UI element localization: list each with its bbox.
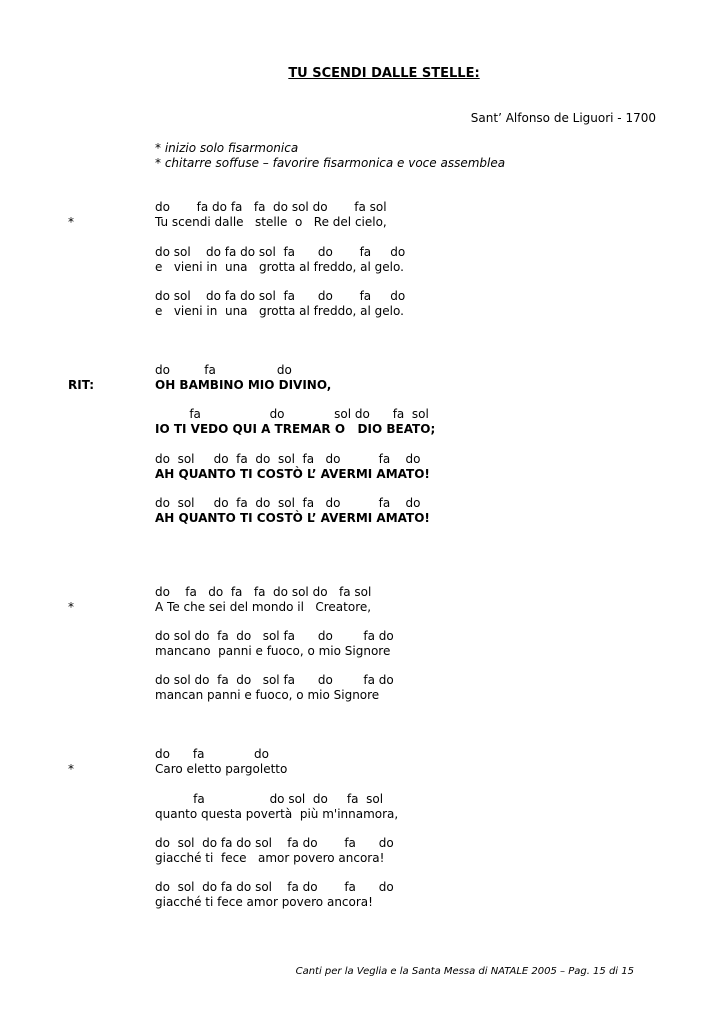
- performance-note-1: * inizio solo fisarmonica: [155, 141, 299, 155]
- stanza2-lyrics-3: mancan panni e fuoco, o mio Signore: [155, 688, 380, 702]
- refrain-marker: RIT:: [68, 378, 95, 392]
- stanza2-chords-3: do sol do fa do sol fa do fa do: [155, 673, 394, 687]
- refrain-chords-2: fa do sol do fa sol: [155, 407, 429, 421]
- stanza3-chords-2: fa do sol do fa sol: [155, 792, 384, 806]
- refrain-lyrics-4: AH QUANTO TI COSTÒ L’ AVERMI AMATO!: [155, 511, 430, 525]
- stanza3-marker: *: [68, 762, 74, 776]
- stanza2-lyrics-1: A Te che sei del mondo il Creatore,: [155, 600, 372, 614]
- stanza1-lyrics-2: e vieni in una grotta al freddo, al gelo.: [155, 260, 404, 274]
- song-title: TU SCENDI DALLE STELLE:: [288, 66, 480, 81]
- stanza2-chords-2: do sol do fa do sol fa do fa do: [155, 629, 394, 643]
- refrain-chords-4: do sol do fa do sol fa do fa do: [155, 496, 421, 510]
- refrain-lyrics-3: AH QUANTO TI COSTÒ L’ AVERMI AMATO!: [155, 467, 430, 481]
- performance-note-2: * chitarre soffuse – favorire fisarmonica e voce assemblea: [155, 156, 506, 170]
- stanza2-chords-1: do fa do fa fa do sol do fa sol: [155, 585, 372, 599]
- stanza3-lyrics-4: giacché ti fece amor povero ancora!: [155, 895, 373, 909]
- refrain-chords-3: do sol do fa do sol fa do fa do: [155, 452, 421, 466]
- stanza1-lyrics-3: e vieni in una grotta al freddo, al gelo.: [155, 304, 404, 318]
- stanza2-marker: *: [68, 600, 74, 614]
- stanza1-chords-3: do sol do fa do sol fa do fa do: [155, 289, 406, 303]
- stanza1-chords-2: do sol do fa do sol fa do fa do: [155, 245, 406, 259]
- stanza3-lyrics-3: giacché ti fece amor povero ancora!: [155, 851, 385, 865]
- refrain-chords-1: do fa do: [155, 363, 292, 377]
- stanza1-lyrics-1: Tu scendi dalle stelle o Re del cielo,: [155, 215, 387, 229]
- stanza3-chords-3: do sol do fa do sol fa do fa do: [155, 836, 394, 850]
- refrain-lyrics-1: OH BAMBINO MIO DIVINO,: [155, 378, 332, 392]
- stanza1-chords-1: do fa do fa fa do sol do fa sol: [155, 200, 387, 214]
- stanza3-lyrics-1: Caro eletto pargoletto: [155, 762, 288, 776]
- stanza1-marker: *: [68, 215, 74, 229]
- stanza3-lyrics-2: quanto questa povertà più m'innamora,: [155, 807, 399, 821]
- song-author: Sant’ Alfonso de Liguori - 1700: [470, 111, 656, 125]
- stanza3-chords-1: do fa do: [155, 747, 269, 761]
- stanza3-chords-4: do sol do fa do sol fa do fa do: [155, 880, 394, 894]
- stanza2-lyrics-2: mancano panni e fuoco, o mio Signore: [155, 644, 391, 658]
- page-footer: Canti per la Veglia e la Santa Messa di NATALE 2005 – Pag. 15 di 15: [295, 966, 634, 977]
- refrain-lyrics-2: IO TI VEDO QUI A TREMAR O DIO BEATO;: [155, 422, 436, 436]
